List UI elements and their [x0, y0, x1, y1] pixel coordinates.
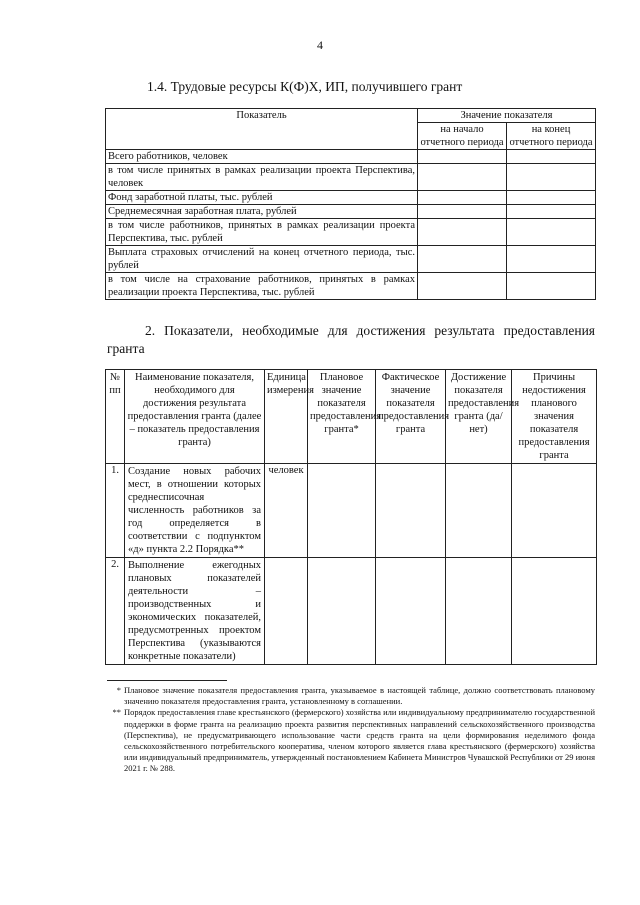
- value-cell: [507, 219, 596, 246]
- table-row: [106, 273, 596, 300]
- value-cell: [507, 150, 596, 164]
- indicator-name: Выполнение ежегодных плановых показателей деятельности – производственных и экономических показателей, предусмотренных проектом Перспектива (указываются конкретные показатели): [125, 558, 265, 665]
- footnote-mark: **: [112, 707, 121, 718]
- footnote-item: [107, 685, 595, 707]
- table-row: [106, 164, 596, 191]
- indicator-label: в том числе на страхование работников, принятых в рамках реализации проекта Перспектива, тыс. рублей: [106, 273, 418, 300]
- footnote-item: [107, 707, 595, 774]
- unit-cell: [265, 558, 308, 665]
- table-row: [106, 246, 596, 273]
- header-actual-value: Фактическое значение показателя предоставления гранта: [376, 370, 446, 464]
- header-period-start: на начало отчетного периода: [418, 123, 507, 150]
- value-cell: [512, 558, 597, 665]
- header-achievement: Достижение показателя предоставления гранта (да/нет): [446, 370, 512, 464]
- row-number: 2.: [106, 558, 125, 665]
- footnote-mark: *: [116, 685, 121, 695]
- header-planned-value: Плановое значение показателя предоставления гранта*: [308, 370, 376, 464]
- header-indicator-name: Наименование показателя, необходимого для достижения результата предоставления гранта (далее – показатель предоставления гранта): [125, 370, 265, 464]
- row-number: 1.: [106, 464, 125, 558]
- indicator-label: в том числе принятых в рамках реализации проекта Перспектива, человек: [106, 164, 418, 191]
- value-cell: [507, 273, 596, 300]
- value-cell: [507, 246, 596, 273]
- table-row: [106, 205, 596, 219]
- header-indicator: Показатель: [106, 109, 418, 150]
- value-cell: [376, 558, 446, 665]
- value-cell: [308, 558, 376, 665]
- footnote-text: Плановое значение показателя предоставления гранта, указываемое в настоящей таблице, должно соответствовать плановому значению показателя предоставления гранта, установленному в соглашении.: [124, 685, 595, 707]
- table-row: [106, 191, 596, 205]
- value-cell: [507, 191, 596, 205]
- value-cell: [418, 150, 507, 164]
- indicator-name: Создание новых рабочих мест, в отношении которых среднесписочная численность работников за год определяется в соответствии с подпунктом «д» пункта 2.2 Порядка**: [125, 464, 265, 558]
- value-cell: [308, 464, 376, 558]
- value-cell: [418, 205, 507, 219]
- grant-indicators-table: [105, 369, 597, 665]
- indicator-label: Фонд заработной платы, тыс. рублей: [106, 191, 418, 205]
- header-period-end: на конец отчетного периода: [507, 123, 596, 150]
- header-value: Значение показателя: [418, 109, 596, 123]
- value-cell: [418, 164, 507, 191]
- value-cell: [446, 464, 512, 558]
- value-cell: [418, 246, 507, 273]
- value-cell: [507, 164, 596, 191]
- page-number: 4: [317, 38, 323, 52]
- value-cell: [446, 558, 512, 665]
- section-1-title: 1.4. Трудовые ресурсы К(Ф)Х, ИП, получившего грант: [147, 79, 463, 94]
- table-row: [106, 219, 596, 246]
- footnote-divider: [107, 680, 227, 681]
- labor-resources-table: [105, 108, 596, 300]
- value-cell: [418, 219, 507, 246]
- indicator-label: Всего работников, человек: [106, 150, 418, 164]
- indicator-label: Выплата страховых отчислений на конец отчетного периода, тыс. рублей: [106, 246, 418, 273]
- value-cell: [507, 205, 596, 219]
- unit-cell: человек: [265, 464, 308, 558]
- section-2-title: 2. Показатели, необходимые для достижения результата предоставления гранта: [107, 323, 595, 356]
- indicator-label: в том числе работников, принятых в рамках реализации проекта Перспектива, тыс. рублей: [106, 219, 418, 246]
- header-reasons: Причины недостижения планового значения показателя предоставления гранта: [512, 370, 597, 464]
- footnotes: [107, 685, 595, 775]
- table-row: [106, 150, 596, 164]
- value-cell: [418, 191, 507, 205]
- footnote-text: Порядок предоставления главе крестьянского (фермерского) хозяйства или индивидуальному предпринимателю государственной поддержки в форме гранта на реализацию проекта развития перспективных направлений сельскохозяйственного производства (Перспектива), не предусматривающего использование части средств гранта на цели формирования неделимого фонда сельскохозяйственного потребительского кооператива, членом которого является глава крестьянского (фермерского) хозяйства или индивидуальный предприниматель, утвержденный постановлением Кабинета Министров Чувашской Республики от 29 июня 2021 г. № 288.: [124, 707, 595, 774]
- table-header-row: [106, 109, 596, 123]
- indicator-label: Среднемесячная заработная плата, рублей: [106, 205, 418, 219]
- table-row: [106, 558, 597, 665]
- table-row: [106, 464, 597, 558]
- header-number: № пп: [106, 370, 125, 464]
- value-cell: [512, 464, 597, 558]
- table-header-row: [106, 370, 597, 464]
- header-unit: Единица измерения: [265, 370, 308, 464]
- value-cell: [376, 464, 446, 558]
- value-cell: [418, 273, 507, 300]
